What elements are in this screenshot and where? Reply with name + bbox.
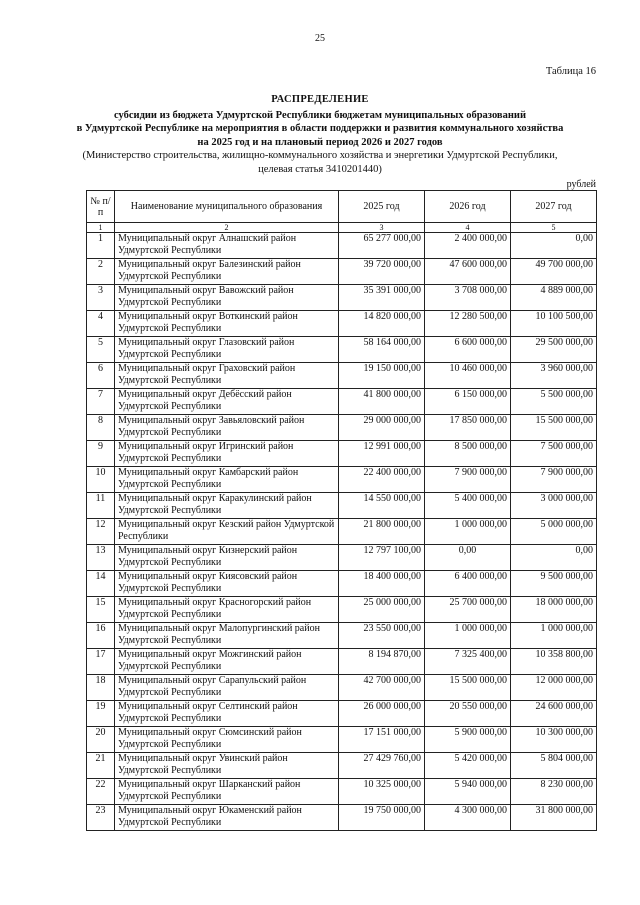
table-body: [87, 233, 597, 831]
value-2025: 65 277 000,00: [339, 233, 425, 259]
table-row: [87, 441, 597, 467]
value-2027: 10 300 000,00: [511, 727, 597, 753]
row-number: 14: [87, 571, 115, 597]
value-2027: 12 000 000,00: [511, 675, 597, 701]
value-2027: 0,00: [511, 233, 597, 259]
header-name: Наименование муниципального образования: [115, 191, 339, 223]
column-number: 5: [511, 223, 597, 233]
value-2026: 7 325 400,00: [425, 649, 511, 675]
table-row: [87, 519, 597, 545]
table-row: [87, 415, 597, 441]
table-label: Таблица 16: [545, 66, 596, 77]
heading-note-1: (Министерство строительства, жилищно-коммунального хозяйства и энергетики Удмуртской Республики,: [82, 150, 558, 161]
value-2027: 7 500 000,00: [511, 441, 597, 467]
municipality-name: Муниципальный округ Юкаменский район Удмуртской Республики: [115, 805, 339, 831]
units-label: рублей: [566, 179, 596, 190]
table-row: [87, 259, 597, 285]
municipality-name: Муниципальный округ Игринский район Удмуртской Республики: [115, 441, 339, 467]
value-2026: 5 940 000,00: [425, 779, 511, 805]
municipality-name: Муниципальный округ Шарканский район Удмуртской Республики: [115, 779, 339, 805]
table-row: [87, 727, 597, 753]
municipality-name: Муниципальный округ Киясовский район Удмуртской Республики: [115, 571, 339, 597]
value-2026: 6 150 000,00: [425, 389, 511, 415]
table-row: [87, 805, 597, 831]
municipality-name: Муниципальный округ Можгинский район Удмуртской Республики: [115, 649, 339, 675]
value-2025: 39 720 000,00: [339, 259, 425, 285]
municipality-name: Муниципальный округ Воткинский район Удмуртской Республики: [115, 311, 339, 337]
column-number: 4: [425, 223, 511, 233]
value-2025: 25 000 000,00: [339, 597, 425, 623]
municipality-name: Муниципальный округ Кизнерский район Удмуртской Республики: [115, 545, 339, 571]
value-2025: 41 800 000,00: [339, 389, 425, 415]
municipality-name: Муниципальный округ Красногорский район Удмуртской Республики: [115, 597, 339, 623]
value-2027: 49 700 000,00: [511, 259, 597, 285]
value-2026: 5 420 000,00: [425, 753, 511, 779]
value-2026: 0,00: [425, 545, 511, 571]
row-number: 5: [87, 337, 115, 363]
page-number: 25: [315, 33, 325, 44]
distribution-table: [86, 190, 597, 831]
value-2027: 29 500 000,00: [511, 337, 597, 363]
row-number: 20: [87, 727, 115, 753]
row-number: 4: [87, 311, 115, 337]
table-row: [87, 311, 597, 337]
column-number: 1: [87, 223, 115, 233]
header-2026: 2026 год: [425, 191, 511, 223]
value-2026: 1 000 000,00: [425, 623, 511, 649]
column-number: 3: [339, 223, 425, 233]
value-2026: 5 400 000,00: [425, 493, 511, 519]
header-2027: 2027 год: [511, 191, 597, 223]
table-row: [87, 597, 597, 623]
header-2025: 2025 год: [339, 191, 425, 223]
municipality-name: Муниципальный округ Каракулинский район Удмуртской Республики: [115, 493, 339, 519]
value-2025: 23 550 000,00: [339, 623, 425, 649]
value-2026: 25 700 000,00: [425, 597, 511, 623]
table-row: [87, 285, 597, 311]
heading-note-2: целевая статья 3410201440): [258, 163, 382, 175]
value-2027: 5 000 000,00: [511, 519, 597, 545]
row-number: 19: [87, 701, 115, 727]
heading-line-2: в Удмуртской Республике на мероприятия в области поддержки и развития коммунального хозяйства: [76, 123, 564, 134]
municipality-name: Муниципальный округ Кезский район Удмуртской Республики: [115, 519, 339, 545]
row-number: 8: [87, 415, 115, 441]
municipality-name: Муниципальный округ Дебёсский район Удмуртской Республики: [115, 389, 339, 415]
row-number: 18: [87, 675, 115, 701]
row-number: 3: [87, 285, 115, 311]
municipality-name: Муниципальный округ Малопургинский район Удмуртской Республики: [115, 623, 339, 649]
municipality-name: Муниципальный округ Глазовский район Удмуртской Республики: [115, 337, 339, 363]
value-2027: 5 804 000,00: [511, 753, 597, 779]
value-2027: 3 960 000,00: [511, 363, 597, 389]
table-row: [87, 701, 597, 727]
value-2025: 12 797 100,00: [339, 545, 425, 571]
row-number: 7: [87, 389, 115, 415]
municipality-name: Муниципальный округ Алнашский район Удмуртской Республики: [115, 233, 339, 259]
value-2025: 21 800 000,00: [339, 519, 425, 545]
table-row: [87, 545, 597, 571]
value-2026: 6 400 000,00: [425, 571, 511, 597]
header-row: [87, 191, 597, 223]
row-number: 15: [87, 597, 115, 623]
value-2025: 14 550 000,00: [339, 493, 425, 519]
value-2026: 4 300 000,00: [425, 805, 511, 831]
row-number: 6: [87, 363, 115, 389]
value-2025: 27 429 760,00: [339, 753, 425, 779]
municipality-name: Муниципальный округ Камбарский район Удмуртской Республики: [115, 467, 339, 493]
value-2026: 7 900 000,00: [425, 467, 511, 493]
table-row: [87, 571, 597, 597]
value-2025: 8 194 870,00: [339, 649, 425, 675]
value-2025: 35 391 000,00: [339, 285, 425, 311]
value-2027: 5 500 000,00: [511, 389, 597, 415]
row-number: 1: [87, 233, 115, 259]
value-2026: 6 600 000,00: [425, 337, 511, 363]
value-2025: 26 000 000,00: [339, 701, 425, 727]
value-2025: 12 991 000,00: [339, 441, 425, 467]
column-number: 2: [115, 223, 339, 233]
table-row: [87, 389, 597, 415]
value-2027: 15 500 000,00: [511, 415, 597, 441]
row-number: 13: [87, 545, 115, 571]
value-2027: 3 000 000,00: [511, 493, 597, 519]
table-row: [87, 623, 597, 649]
heading-title: РАСПРЕДЕЛЕНИЕ: [271, 94, 369, 105]
table-row: [87, 779, 597, 805]
value-2026: 15 500 000,00: [425, 675, 511, 701]
value-2026: 3 708 000,00: [425, 285, 511, 311]
municipality-name: Муниципальный округ Сюмсинский район Удмуртской Республики: [115, 727, 339, 753]
value-2025: 29 000 000,00: [339, 415, 425, 441]
value-2026: 17 850 000,00: [425, 415, 511, 441]
row-number: 11: [87, 493, 115, 519]
municipality-name: Муниципальный округ Сарапульский район Удмуртской Республики: [115, 675, 339, 701]
value-2027: 0,00: [511, 545, 597, 571]
value-2027: 24 600 000,00: [511, 701, 597, 727]
row-number: 23: [87, 805, 115, 831]
value-2025: 19 150 000,00: [339, 363, 425, 389]
table-row: [87, 649, 597, 675]
value-2027: 7 900 000,00: [511, 467, 597, 493]
municipality-name: Муниципальный округ Граховский район Удмуртской Республики: [115, 363, 339, 389]
value-2026: 20 550 000,00: [425, 701, 511, 727]
value-2026: 10 460 000,00: [425, 363, 511, 389]
row-number: 16: [87, 623, 115, 649]
heading-line-3: на 2025 год и на плановый период 2026 и 2027 годов: [197, 136, 443, 148]
value-2025: 42 700 000,00: [339, 675, 425, 701]
row-number: 22: [87, 779, 115, 805]
header-no: № п/п: [87, 191, 115, 223]
row-number: 21: [87, 753, 115, 779]
row-number: 10: [87, 467, 115, 493]
value-2025: 19 750 000,00: [339, 805, 425, 831]
value-2025: 22 400 000,00: [339, 467, 425, 493]
municipality-name: Муниципальный округ Вавожский район Удмуртской Республики: [115, 285, 339, 311]
table-row: [87, 363, 597, 389]
document-heading: [60, 93, 580, 176]
value-2026: 8 500 000,00: [425, 441, 511, 467]
value-2026: 2 400 000,00: [425, 233, 511, 259]
value-2027: 18 000 000,00: [511, 597, 597, 623]
table-row: [87, 337, 597, 363]
value-2026: 47 600 000,00: [425, 259, 511, 285]
value-2026: 1 000 000,00: [425, 519, 511, 545]
value-2026: 12 280 500,00: [425, 311, 511, 337]
column-number-row: [87, 223, 597, 233]
value-2027: 1 000 000,00: [511, 623, 597, 649]
value-2027: 31 800 000,00: [511, 805, 597, 831]
municipality-name: Муниципальный округ Балезинский район Удмуртской Республики: [115, 259, 339, 285]
row-number: 2: [87, 259, 115, 285]
heading-line-1: субсидии из бюджета Удмуртской Республики бюджетам муниципальных образований: [113, 109, 527, 121]
row-number: 17: [87, 649, 115, 675]
table-row: [87, 753, 597, 779]
table-row: [87, 493, 597, 519]
value-2026: 5 900 000,00: [425, 727, 511, 753]
municipality-name: Муниципальный округ Селтинский район Удмуртской Республики: [115, 701, 339, 727]
table-row: [87, 467, 597, 493]
value-2027: 10 358 800,00: [511, 649, 597, 675]
value-2027: 9 500 000,00: [511, 571, 597, 597]
value-2027: 10 100 500,00: [511, 311, 597, 337]
municipality-name: Муниципальный округ Завьяловский район Удмуртской Республики: [115, 415, 339, 441]
municipality-name: Муниципальный округ Увинский район Удмуртской Республики: [115, 753, 339, 779]
value-2027: 4 889 000,00: [511, 285, 597, 311]
row-number: 12: [87, 519, 115, 545]
table-row: [87, 233, 597, 259]
value-2025: 14 820 000,00: [339, 311, 425, 337]
value-2025: 10 325 000,00: [339, 779, 425, 805]
row-number: 9: [87, 441, 115, 467]
table-row: [87, 675, 597, 701]
value-2025: 17 151 000,00: [339, 727, 425, 753]
value-2025: 58 164 000,00: [339, 337, 425, 363]
value-2025: 18 400 000,00: [339, 571, 425, 597]
value-2027: 8 230 000,00: [511, 779, 597, 805]
